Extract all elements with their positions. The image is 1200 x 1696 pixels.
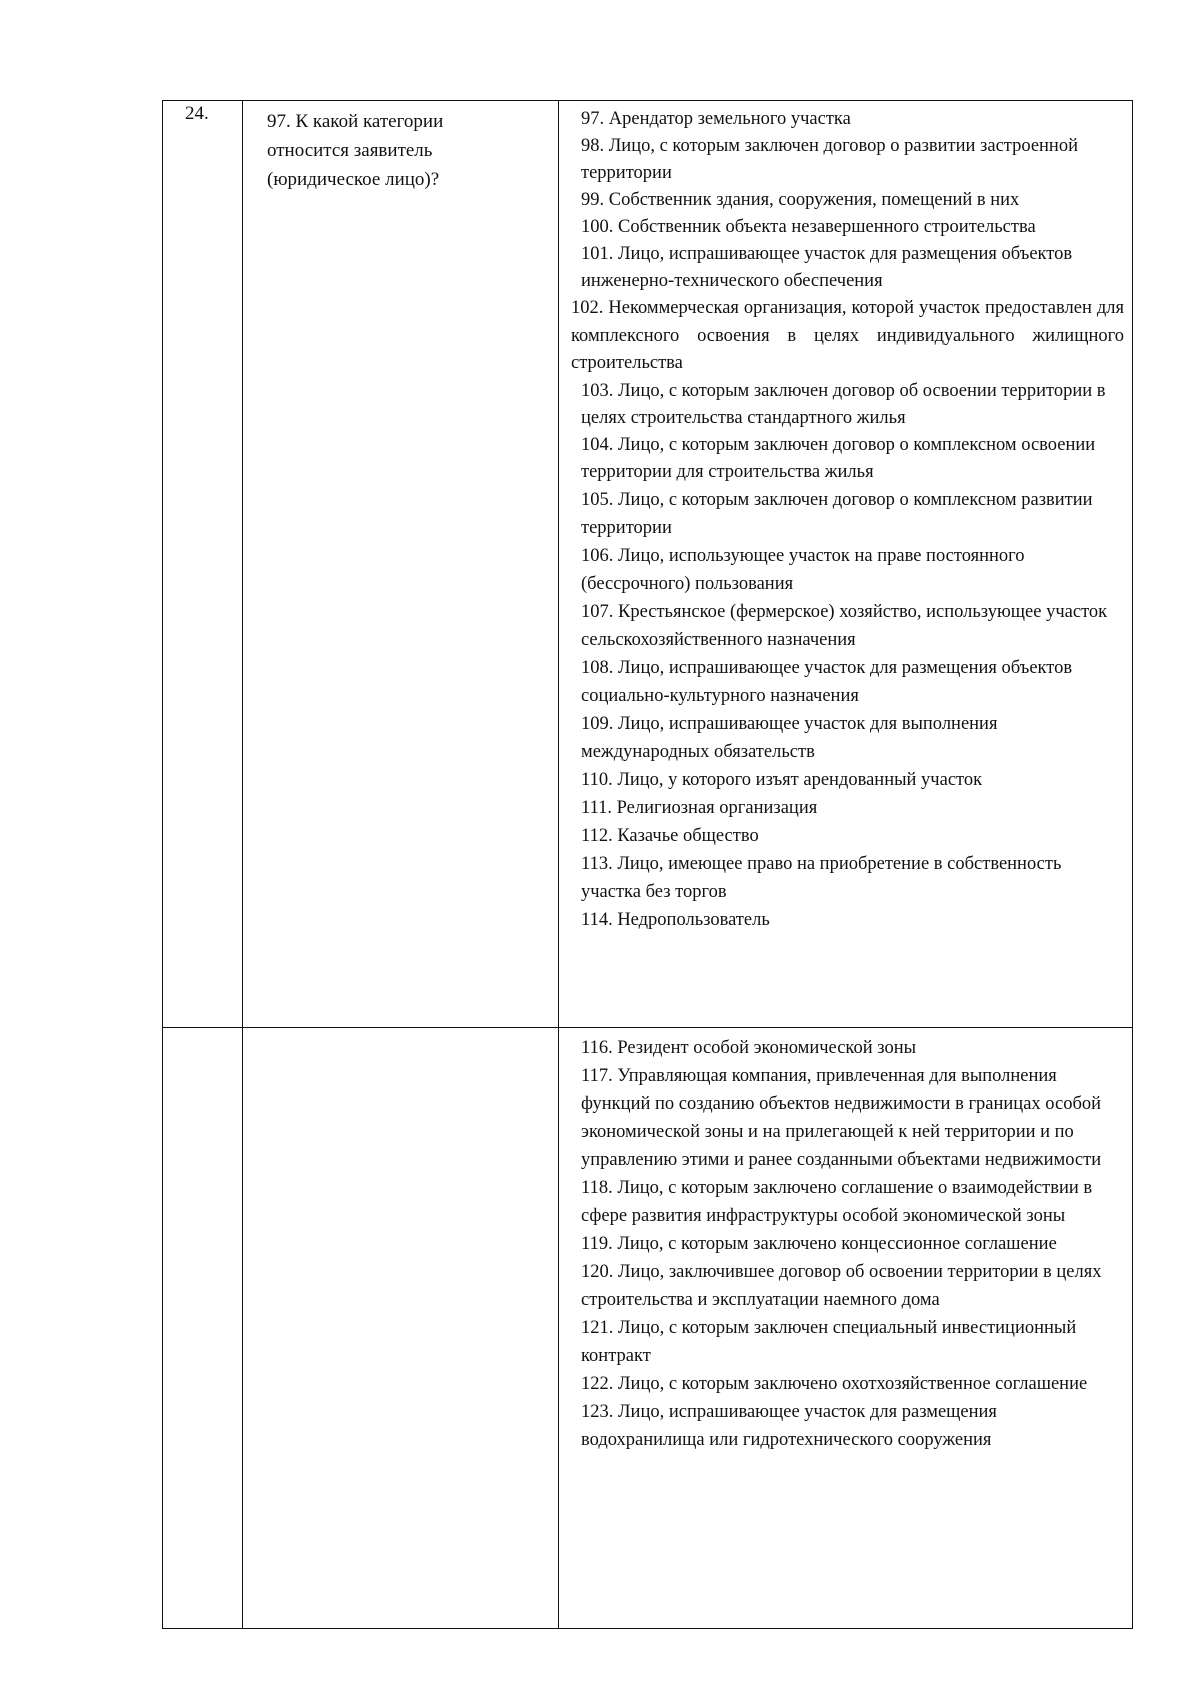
answer-item: 111. Религиозная организация (581, 797, 818, 818)
answer-item: 101. Лицо, испрашивающее участок для размещения объектов инженерно-технического обеспечения (581, 244, 1073, 291)
answer-item: 120. Лицо, заключившее договор об освоении территории в целях строительства и эксплуатации наемного дома (581, 1262, 1102, 1310)
row-number: 24. (185, 103, 209, 124)
answer-item: 99. Собственник здания, сооружения, помещений в них (581, 190, 1020, 210)
question-cell (243, 1028, 559, 1629)
answer-item: 103. Лицо, с которым заключен договор об освоении территории в целях строительства стандартного жилья (581, 380, 1106, 428)
answer-item: 97. Арендатор земельного участка (581, 109, 851, 129)
question-cell (243, 101, 559, 1028)
answer-item: 122. Лицо, с которым заключено охотхозяйственное соглашение (581, 1374, 1088, 1394)
answer-item: 123. Лицо, испрашивающее участок для размещения водохранилища или гидротехнического сооружения (581, 1402, 997, 1450)
answer-item: 105. Лицо, с которым заключен договор о комплексном развитии территории (581, 489, 1093, 538)
answer-item: 112. Казачье общество (581, 825, 759, 846)
answers-cell (559, 101, 1133, 1028)
row-number-cell (163, 1028, 243, 1629)
answer-item: 110. Лицо, у которого изъят арендованный участок (581, 769, 983, 790)
answer-item: 98. Лицо, с которым заключен договор о развитии застроенной территории (581, 136, 1078, 183)
row-number (163, 1028, 242, 1030)
answer-item: 107. Крестьянское (фермерское) хозяйство, использующее участок сельскохозяйственного назначения (581, 601, 1108, 650)
table-row (163, 101, 1133, 1028)
answer-item: 117. Управляющая компания, привлеченная для выполнения функций по созданию объектов недвижимости в границах особой экономической зоны и на прилегающей к ней территории и по управлению этими и ранее созданными объектами недвижимости (581, 1066, 1102, 1170)
answers-cell (559, 1028, 1133, 1629)
document-table (162, 100, 1133, 1629)
answer-item: 102. Некоммерческая организация, которой участок предоставлен для комплексного освоения в целях индивидуального жилищного строительства (571, 298, 1124, 373)
answer-item: 116. Резидент особой экономической зоны (581, 1038, 917, 1058)
row-number-cell (163, 101, 243, 1028)
answer-item: 121. Лицо, с которым заключен специальный инвестиционный контракт (581, 1318, 1077, 1366)
answer-item: 118. Лицо, с которым заключено соглашение о взаимодействии в сфере развития инфраструктуры особой экономической зоны (581, 1178, 1093, 1226)
answer-list (559, 1028, 1132, 1456)
answer-item: 113. Лицо, имеющее право на приобретение в собственность участка без торгов (581, 853, 1062, 902)
answer-item: 119. Лицо, с которым заключено концессионное соглашение (581, 1234, 1057, 1254)
answer-item: 109. Лицо, испрашивающее участок для выполнения международных обязательств (581, 713, 998, 762)
answer-item: 108. Лицо, испрашивающее участок для размещения объектов социально-культурного назначения (581, 657, 1073, 706)
question-text (243, 1028, 558, 1034)
answer-item: 104. Лицо, с которым заключен договор о комплексном освоении территории для строительства жилья (581, 434, 1096, 482)
answer-item: 106. Лицо, использующее участок на праве постоянного (бессрочного) пользования (581, 545, 1025, 594)
question-text: 97. К какой категории относится заявитель (юридическое лицо)? (267, 111, 444, 190)
answer-item: 114. Недропользователь (581, 909, 770, 930)
answer-item: 100. Собственник объекта незавершенного строительства (581, 217, 1036, 237)
answer-list (559, 101, 1132, 936)
table-row (163, 1028, 1133, 1629)
